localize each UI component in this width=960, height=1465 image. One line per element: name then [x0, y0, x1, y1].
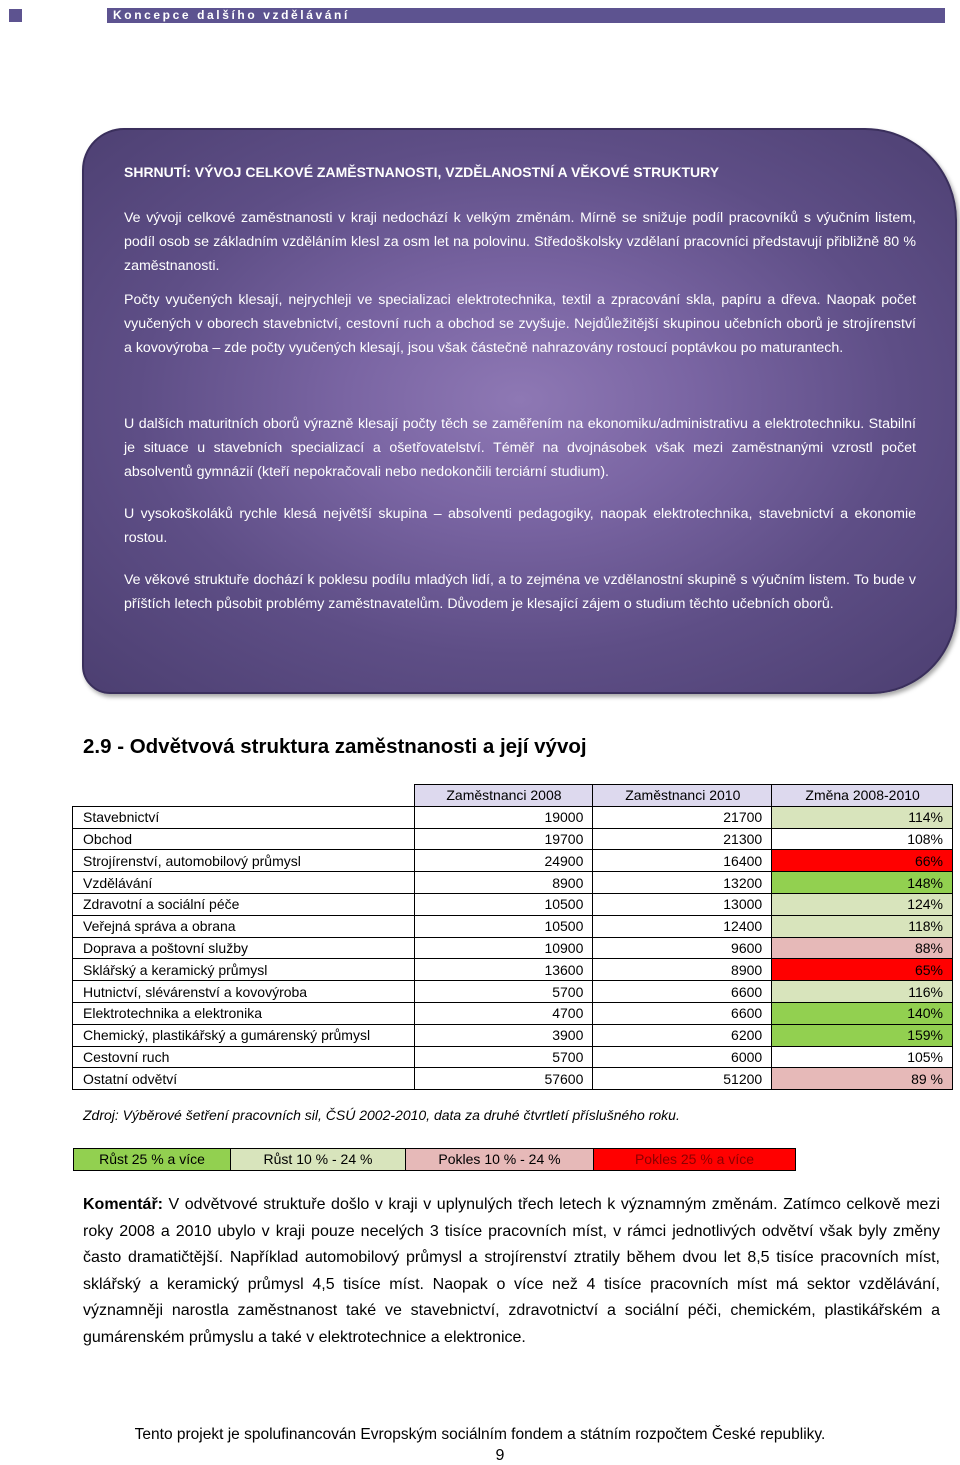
change-cell: 124%	[772, 893, 953, 915]
change-cell: 89 %	[772, 1068, 953, 1090]
table-header-row	[73, 785, 953, 807]
employees-2010-cell: 6200	[593, 1024, 772, 1046]
header-change: Změna 2008-2010	[772, 785, 953, 807]
footer-text: Tento projekt je spolufinancován Evropským sociálním fondem a státním rozpočtem České republiky.	[134, 1426, 826, 1443]
employees-2008-cell: 5700	[414, 981, 593, 1003]
comment-label: Komentář:	[83, 1196, 164, 1213]
comment-paragraph	[83, 1192, 940, 1351]
table-body	[73, 806, 953, 1089]
color-legend	[73, 1148, 796, 1171]
header-employees-2008: Zaměstnanci 2008	[414, 785, 593, 807]
employees-2008-cell: 19700	[414, 828, 593, 850]
table-row	[73, 1046, 953, 1068]
table-row	[73, 850, 953, 872]
table-row	[73, 915, 953, 937]
sector-name-cell: Vzdělávání	[73, 872, 415, 894]
sector-name-cell: Strojírenství, automobilový průmysl	[73, 850, 415, 872]
table-row	[73, 1068, 953, 1090]
employees-2010-cell: 6000	[593, 1046, 772, 1068]
employees-2010-cell: 12400	[593, 915, 772, 937]
summary-paragraph-4: U vysokoškoláků rychle klesá největší skupina – absolventi pedagogiky, naopak elektrotechnika, stavebnictví a ekonomie rostou.	[124, 506, 916, 546]
legend-growth-25-plus: Růst 25 % a více	[74, 1149, 231, 1170]
page-number: 9	[495, 1447, 505, 1464]
employees-2008-cell: 10900	[414, 937, 593, 959]
summary-paragraph-3: U dalších maturitních oborů výrazně klesají počty těch se zaměřením na ekonomiku/administrativu a elektrotechniku. Stabilní je situace u stavebních specializací a ošetřovatelství. Téměř na dvojnásobek však mezi zaměstnanými vzrostl počet absolventů gymnázií (kteří nepokračovali nebo nedokončili terciární studium).	[124, 416, 916, 480]
header-employees-2010: Zaměstnanci 2010	[593, 785, 772, 807]
section-heading: 2.9 - Odvětvová struktura zaměstnanosti a její vývoj	[83, 735, 587, 758]
employees-2008-cell: 19000	[414, 806, 593, 828]
employees-2008-cell: 8900	[414, 872, 593, 894]
table-row	[73, 1002, 953, 1024]
employees-2010-cell: 21300	[593, 828, 772, 850]
summary-box	[82, 128, 957, 694]
change-cell: 114%	[772, 806, 953, 828]
summary-paragraph-2: Počty vyučených klesají, nejrychleji ve specializaci elektrotechnika, textil a zpracování skla, papíru a dřeva. Naopak počet vyučených v oborech stavebnictví, cestovní ruch a obchod se zvyšuje. Nejdůležitější skupinou učebních oborů je strojírenství a kovovýroba – zde počty vyučených klesají, jsou však částečně nahrazovány rostoucí poptávkou po maturantech.	[124, 292, 916, 356]
employees-2008-cell: 24900	[414, 850, 593, 872]
change-cell: 88%	[772, 937, 953, 959]
change-cell: 108%	[772, 828, 953, 850]
table-row	[73, 806, 953, 828]
summary-paragraph-5: Ve věkové struktuře dochází k poklesu podílu mladých lidí, a to zejména ve vzdělanostní skupině s výučním listem. To bude v příštích letech působit problémy zaměstnavatelům. Důvodem je klesající zájem o studium těchto učebních oborů.	[124, 572, 916, 612]
header-square	[9, 9, 22, 22]
summary-title: SHRNUTÍ: VÝVOJ CELKOVÉ ZAMĚSTNANOSTI, VZDĚLANOSTNÍ A VĚKOVÉ STRUKTURY	[124, 164, 720, 180]
legend-growth-10-24: Růst 10 % - 24 %	[231, 1149, 406, 1170]
table-row	[73, 893, 953, 915]
sector-name-cell: Zdravotní a sociální péče	[73, 893, 415, 915]
change-cell: 116%	[772, 981, 953, 1003]
change-cell: 159%	[772, 1024, 953, 1046]
sector-name-cell: Stavebnictví	[73, 806, 415, 828]
table-row	[73, 1024, 953, 1046]
header-blank-cell	[73, 785, 415, 807]
sector-name-cell: Cestovní ruch	[73, 1046, 415, 1068]
employees-2010-cell: 8900	[593, 959, 772, 981]
employees-2008-cell: 4700	[414, 1002, 593, 1024]
sector-name-cell: Sklářský a keramický průmysl	[73, 959, 415, 981]
employees-2008-cell: 10500	[414, 893, 593, 915]
employees-2008-cell: 57600	[414, 1068, 593, 1090]
employees-2010-cell: 16400	[593, 850, 772, 872]
sector-name-cell: Obchod	[73, 828, 415, 850]
sector-name-cell: Chemický, plastikářský a gumárenský průmysl	[73, 1024, 415, 1046]
table-source: Zdroj: Výběrové šetření pracovních sil, ČSÚ 2002-2010, data za druhé čtvrtletí příslušného roku.	[83, 1107, 680, 1123]
employees-2010-cell: 13000	[593, 893, 772, 915]
employees-2008-cell: 3900	[414, 1024, 593, 1046]
change-cell: 140%	[772, 1002, 953, 1024]
employees-2010-cell: 9600	[593, 937, 772, 959]
employees-2008-cell: 5700	[414, 1046, 593, 1068]
sector-name-cell: Doprava a poštovní služby	[73, 937, 415, 959]
table-row	[73, 981, 953, 1003]
sector-name-cell: Veřejná správa a obrana	[73, 915, 415, 937]
change-cell: 66%	[772, 850, 953, 872]
table-row	[73, 959, 953, 981]
employees-2010-cell: 13200	[593, 872, 772, 894]
change-cell: 105%	[772, 1046, 953, 1068]
legend-decline-25-plus: Pokles 25 % a více	[594, 1149, 795, 1170]
employees-2010-cell: 21700	[593, 806, 772, 828]
table-row	[73, 828, 953, 850]
employees-2008-cell: 10500	[414, 915, 593, 937]
employees-2008-cell: 13600	[414, 959, 593, 981]
employment-table	[72, 784, 953, 1090]
table-row	[73, 937, 953, 959]
employees-2010-cell: 6600	[593, 981, 772, 1003]
sector-name-cell: Ostatní odvětví	[73, 1068, 415, 1090]
change-cell: 118%	[772, 915, 953, 937]
change-cell: 148%	[772, 872, 953, 894]
sector-name-cell: Hutnictví, slévárenství a kovovýroba	[73, 981, 415, 1003]
sector-name-cell: Elektrotechnika a elektronika	[73, 1002, 415, 1024]
comment-text: V odvětvové struktuře došlo v kraji v uplynulých třech letech k významným změnám. Zatímco celkově mezi roky 2008 a 2010 ubylo v kraji pouze necelých 3 tisíce pracovních míst, v rámci jednotlivých odvětví však byly změny často dramatičtější. Například automobilový průmysl a strojírenství ztratily během dvou let 8,5 tisíce pracovních míst, sklářský a keramický průmysl 4,5 tisíce míst. Naopak o více než 4 tisíce pracovních míst má sektor vzdělávání, významněji narostla zaměstnanost také ve stavebnictví, zdravotnictví a sociální péči, chemickém, plastikářském a gumárenském průmyslu a také v elektrotechnice a elektronice.	[83, 1196, 940, 1346]
change-cell: 65%	[772, 959, 953, 981]
employees-2010-cell: 6600	[593, 1002, 772, 1024]
summary-paragraph-1: Ve vývoji celkové zaměstnanosti v kraji nedochází k velkým změnám. Mírně se snižuje podíl pracovníků s výučním listem, podíl osob se základním vzděláním klesl za osm let na polovinu. Středoškolsky vzdělaní pracovníci představují přibližně 80 % zaměstnanosti.	[124, 210, 916, 274]
header-title: Koncepce dalšího vzdělávání	[113, 8, 350, 22]
legend-decline-10-24: Pokles 10 % - 24 %	[406, 1149, 594, 1170]
table-row	[73, 872, 953, 894]
employees-2010-cell: 51200	[593, 1068, 772, 1090]
